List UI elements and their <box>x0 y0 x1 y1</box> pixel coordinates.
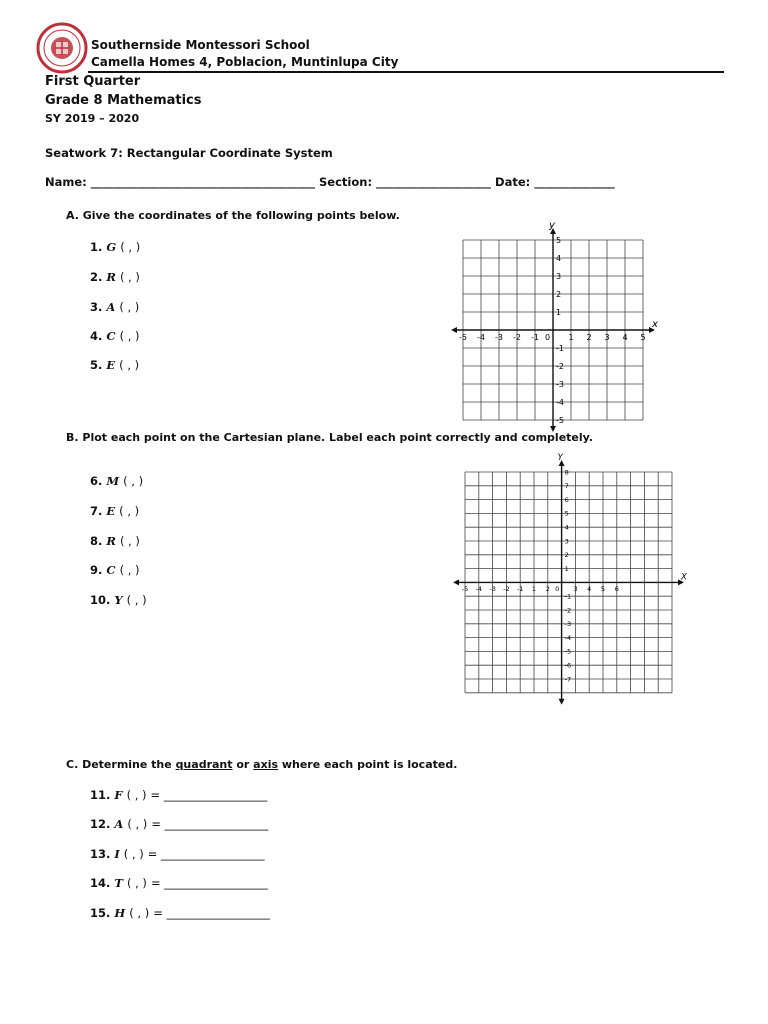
y-tick-label: 2 <box>564 551 569 560</box>
x-tick-label: -1 <box>531 333 539 342</box>
y-tick-label: -5 <box>556 416 564 425</box>
question-11: 11. F ( , ) = __________________ <box>90 788 268 802</box>
y-tick-label: -4 <box>564 633 572 642</box>
question-3: 3. A ( , ) <box>90 300 140 314</box>
school-address: Camella Homes 4, Poblacion, Muntinlupa City <box>91 55 399 69</box>
question-7: 7. E ( , ) <box>90 504 140 518</box>
x-tick-label: -1 <box>516 584 524 593</box>
question-14: 14. T ( , ) = __________________ <box>90 876 268 890</box>
coordinate-grid-a <box>440 220 670 425</box>
school-name: Southernside Montessori School <box>91 38 310 52</box>
x-tick-label: 3 <box>604 333 610 342</box>
y-axis-arrow-down-icon <box>559 699 565 705</box>
y-tick-label: -3 <box>564 620 572 629</box>
origin-label: 0 <box>555 584 560 593</box>
question-12: 12. A ( , ) = __________________ <box>90 817 269 831</box>
question-13: 13. I ( , ) = __________________ <box>90 847 265 861</box>
y-tick-label: -6 <box>564 661 572 670</box>
y-tick-label: 3 <box>556 272 562 281</box>
y-tick-label: -5 <box>564 647 572 656</box>
section-b-instruction: B. Plot each point on the Cartesian plane. Label each point correctly and completely. <box>66 431 593 444</box>
y-tick-label: -1 <box>556 344 564 353</box>
question-1: 1. G ( , ) <box>90 240 141 254</box>
school-year: SY 2019 – 2020 <box>45 112 140 125</box>
y-tick-label: 5 <box>556 236 562 245</box>
question-2: 2. R ( , ) <box>90 270 140 284</box>
x-tick-label: 2 <box>586 333 592 342</box>
axis-underlined: axis <box>253 758 279 771</box>
x-tick-label: 2 <box>545 584 550 593</box>
y-axis-label: y <box>549 220 555 231</box>
y-tick-label: 3 <box>564 537 569 546</box>
subject-label: Grade 8 Mathematics <box>45 93 202 108</box>
y-tick-label: 1 <box>564 564 569 573</box>
x-tick-label: 1 <box>531 584 537 593</box>
section-a-instruction: A. Give the coordinates of the following points below. <box>66 209 400 222</box>
x-tick-label: -5 <box>461 584 469 593</box>
header-divider <box>88 71 724 73</box>
y-tick-label: -2 <box>556 362 564 371</box>
y-axis-label: Y <box>557 453 563 463</box>
x-tick-label: 5 <box>640 333 646 342</box>
question-5: 5. E ( , ) <box>90 358 140 372</box>
x-tick-label: 6 <box>614 584 619 593</box>
x-tick-label: 4 <box>587 584 592 593</box>
school-seal-logo <box>36 22 88 74</box>
y-tick-label: 6 <box>564 495 569 504</box>
name-section-date-line: Name: _______________________________________ Section: ____________________ Date: ______________ <box>45 175 615 189</box>
y-tick-label: 7 <box>564 482 569 491</box>
y-tick-label: 5 <box>564 509 569 518</box>
y-tick-label: 4 <box>564 523 569 532</box>
y-tick-label: -3 <box>556 380 564 389</box>
coordinate-grid-b <box>448 453 698 710</box>
y-tick-label: -7 <box>564 675 572 684</box>
y-tick-label: 4 <box>556 254 562 263</box>
origin-label: 0 <box>545 333 551 342</box>
x-axis-label: X <box>681 572 687 583</box>
y-tick-label: 2 <box>556 290 562 299</box>
x-tick-label: -4 <box>477 333 485 342</box>
question-4: 4. C ( , ) <box>90 329 140 343</box>
y-tick-label: -4 <box>556 398 564 407</box>
x-tick-label: -4 <box>475 584 483 593</box>
x-tick-label: -2 <box>503 584 510 593</box>
x-tick-label: 4 <box>622 333 628 342</box>
worksheet-title: Seatwork 7: Rectangular Coordinate System <box>45 146 333 160</box>
x-tick-label: -3 <box>489 584 496 593</box>
question-10: 10. Y ( , ) <box>90 593 147 607</box>
quadrant-underlined: quadrant <box>175 758 233 771</box>
x-axis-arrow-left-icon <box>453 579 459 585</box>
x-axis-arrow-left-icon <box>451 327 457 333</box>
x-tick-label: 1 <box>568 333 574 342</box>
question-9: 9. C ( , ) <box>90 563 140 577</box>
x-tick-label: 5 <box>600 584 606 593</box>
question-8: 8. R ( , ) <box>90 534 140 548</box>
y-tick-label: 1 <box>556 308 562 317</box>
x-tick-label: -2 <box>513 333 521 342</box>
quarter-label: First Quarter <box>45 74 141 89</box>
question-6: 6. M ( , ) <box>90 474 144 488</box>
x-axis-label: x <box>652 319 658 330</box>
section-c-instruction: C. Determine the quadrant or axis where each point is located. <box>66 758 458 771</box>
question-15: 15. H ( , ) = __________________ <box>90 906 271 920</box>
y-tick-label: 8 <box>564 468 569 477</box>
x-tick-label: -5 <box>459 333 467 342</box>
y-tick-label: -2 <box>564 606 572 615</box>
x-tick-label: 3 <box>573 584 578 593</box>
y-tick-label: -1 <box>564 592 572 601</box>
x-tick-label: -3 <box>495 333 503 342</box>
